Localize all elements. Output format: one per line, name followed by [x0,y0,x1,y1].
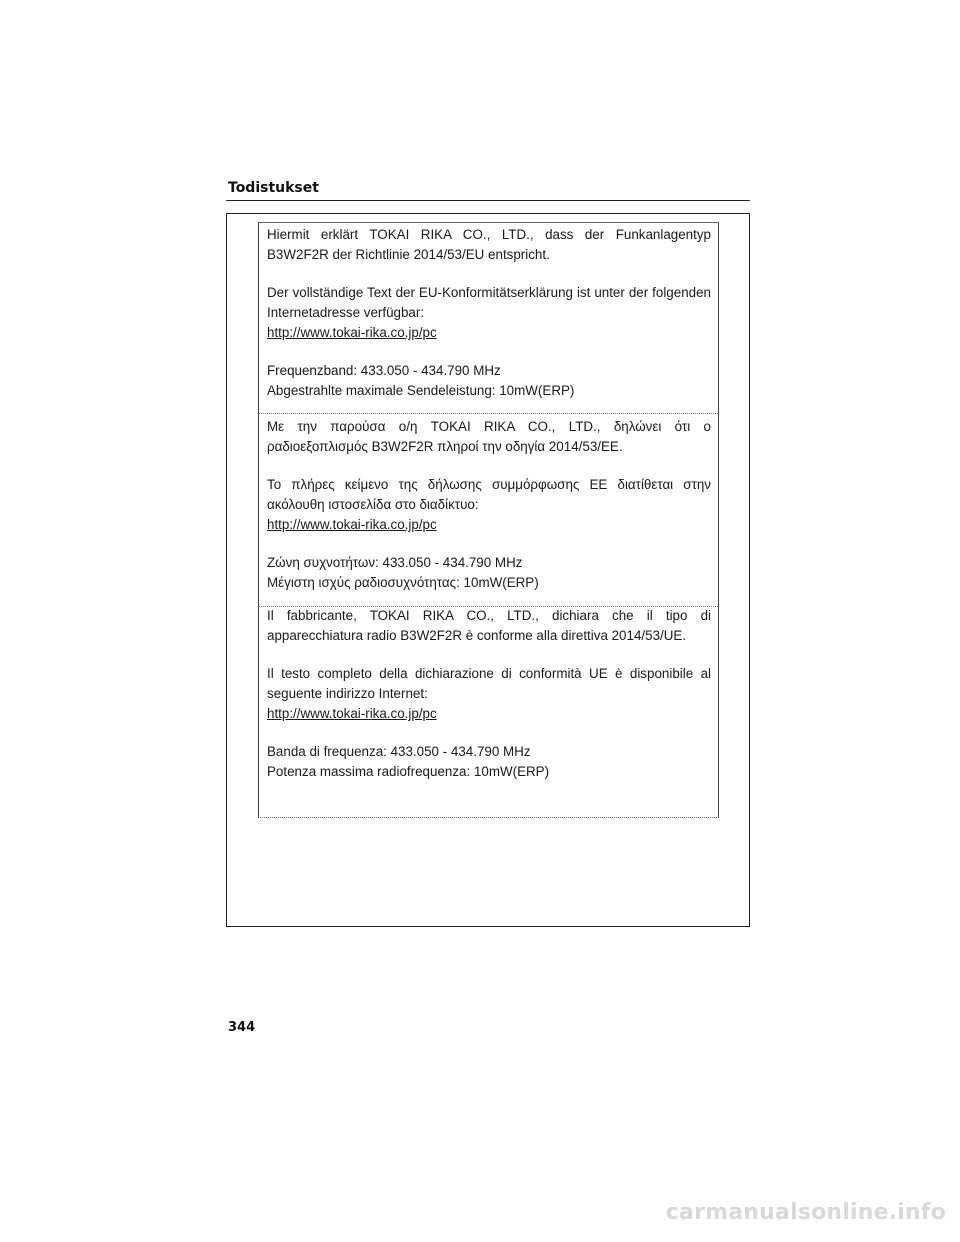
declaration-link[interactable]: http://www.tokai-rika.co.jp/pc [267,517,437,532]
max-power: Potenza massima radiofrequenza: 10mW(ERP) [267,764,550,779]
declaration-link[interactable]: http://www.tokai-rika.co.jp/pc [267,706,437,721]
frequency-band: Banda di frequenza: 433.050 - 434.790 MHz [267,744,531,759]
declaration-german [259,225,718,401]
declaration-text: Με την παρούσα ο/η TOKAI RIKA CO., LTD., δηλώνει ότι ο ραδιοεξοπλισμός B3W2F2R πληροί την οδηγία 2014/53/ΕΕ. [267,419,711,454]
declaration-text: Hiermit erklärt TOKAI RIKA CO., LTD., dass der Funkanlagentyp B3W2F2R der Richtlinie 2014/53/EU entspricht. [267,227,711,262]
section-title: Todistukset [228,180,319,196]
declaration-greek [259,417,718,593]
availability-text: Il testo completo della dichiarazione di conformità UE è disponibile al seguente indirizzo Internet: [267,666,711,701]
section-divider [259,413,718,414]
availability-text: Το πλήρες κείμενο της δήλωσης συμμόρφωσης ΕΕ διατίθεται στην ακόλουθη ιστοσελίδα στο διαδίκτυο: [267,477,711,512]
declaration-link[interactable]: http://www.tokai-rika.co.jp/pc [267,325,437,340]
declaration-text: Il fabbricante, TOKAI RIKA CO., LTD., dichiara che il tipo di apparecchiatura radio B3W2F2R è conforme alla direttiva 2014/53/UE. [267,608,711,643]
declaration-italian [259,606,718,782]
page-number: 344 [228,1020,256,1035]
watermark: carmanualsonline.info [665,1200,946,1225]
frequency-band: Ζώνη συχνοτήτων: 433.050 - 434.790 MHz [267,555,523,570]
max-power: Μέγιστη ισχύς ραδιοσυχνότητας: 10mW(ERP) [267,575,539,590]
max-power: Abgestrahlte maximale Sendeleistung: 10mW(ERP) [267,383,575,398]
frequency-band: Frequenzband: 433.050 - 434.790 MHz [267,363,501,378]
availability-text: Der vollständige Text der EU-Konformitätserklärung ist unter der folgenden Internetadresse verfügbar: [267,285,711,320]
declaration-box [258,222,719,818]
title-divider [226,200,750,201]
